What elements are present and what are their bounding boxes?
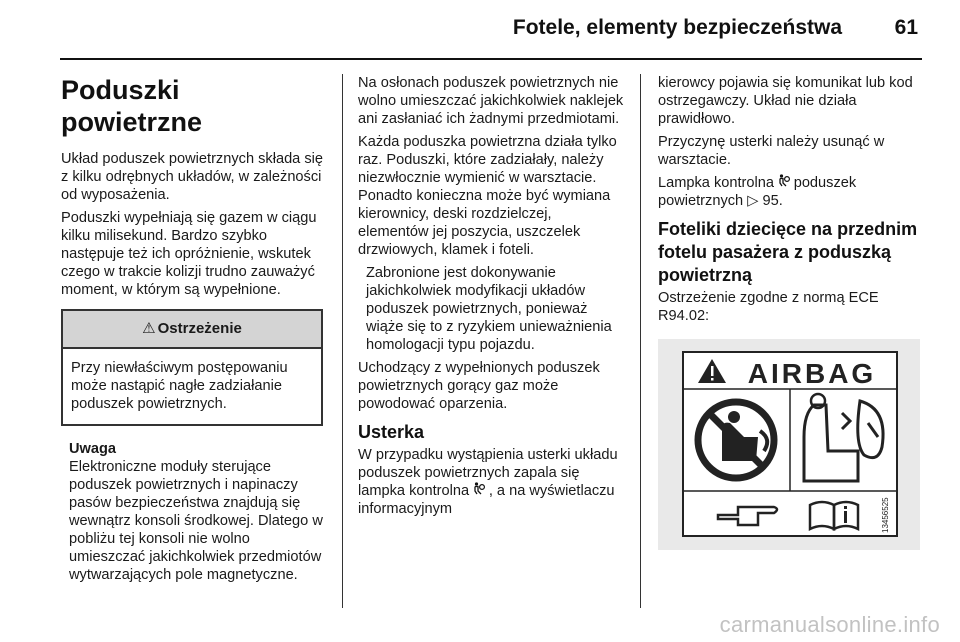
paragraph-text: W przypadku wystąpienia usterki układu poduszek powietrznych zapala się lampka kontrolna: [358, 447, 618, 499]
label-word: AIRBAG: [747, 358, 877, 389]
warning-text: Przy niewłaściwym postępowaniu może nastąpić nagłe zadziałanie poduszek powietrznych.: [71, 360, 288, 412]
paragraph: Uchodzący z wypełnionych poduszek powietrznych gorący gaz może powodować oparzenia.: [358, 360, 600, 412]
column-1: [61, 74, 327, 584]
paragraph: Każda poduszka powietrzna działa tylko raz. Poduszki, które zadziałały, należy niezwłocznie wymienić w warsztacie. Ponadto konieczna może być wymiana kierownicy, deski rozdzielczej, elementów jej poszycia, uszczelek drzwiowych, klamek i foteli.: [358, 134, 617, 258]
note-title: Uwaga: [69, 441, 117, 457]
airbag-lamp-icon: [778, 175, 794, 190]
paragraph: Ostrzeżenie zgodne z normą ECE R94.02:: [658, 290, 879, 324]
paragraph-text: , a na wyświetlaczu informacyjnym: [358, 483, 615, 517]
warning-triangle-icon: ⚠: [142, 320, 156, 337]
note-text: Elektroniczne moduły sterujące poduszek powietrznych i napinaczy pasów bezpieczeństwa znajdują się wewnątrz konsoli środkowej. Dlatego w pobliżu tej konsoli nie wolno umieszczać jakichkolwiek przedmiotów wytwarzających pole magnetyczne.: [69, 459, 323, 583]
column-2: [358, 74, 626, 523]
paragraph: Zabronione jest dokonywanie jakichkolwiek modyfikacji układów poduszek powietrznych, ponieważ wiąże się to z ryzykiem unieważnienia homologacji typu pojazdu.: [366, 265, 612, 353]
section-heading: Poduszki powietrzne: [61, 75, 203, 137]
page-reference[interactable]: 95.: [762, 193, 783, 209]
paragraph: Przyczynę usterki należy usunąć w warsztacie.: [658, 134, 885, 168]
subsection-heading-foteliki: Foteliki dziecięce na przednim fotelu pasażera z poduszką powietrzną: [658, 219, 918, 285]
column-divider-right: [640, 74, 641, 608]
watermark: carmanualsonline.info: [719, 612, 940, 637]
warning-header: [63, 311, 321, 349]
note: [61, 440, 327, 584]
column-3: [658, 74, 922, 550]
subsection-heading-usterka: Usterka: [358, 422, 425, 442]
header-title: Fotele, elementy bezpieczeństwa: [512, 16, 842, 39]
paragraph: Układ poduszek powietrznych składa się z kilku odrębnych układów, w zależności od wyposażenia.: [61, 151, 324, 203]
airbag-lamp-icon: [473, 483, 489, 498]
header-rule: [60, 58, 922, 60]
paragraph: Na osłonach poduszek powietrznych nie wolno umieszczać jakichkolwiek naklejek ani zasłaniać ich żadnymi przedmiotami.: [358, 75, 624, 127]
paragraph: [658, 174, 922, 210]
reference-arrow-icon: ▷: [747, 193, 759, 209]
airbag-warning-label-image: [658, 339, 920, 550]
paragraph: [358, 446, 626, 518]
warning-box: [61, 309, 323, 426]
paragraph-text: poduszek powietrznych: [658, 175, 857, 209]
label-code: 13456525: [881, 497, 890, 533]
page-number: 61: [894, 16, 918, 39]
airbag-label-graphic: [682, 351, 898, 537]
warning-title: Ostrzeżenie: [157, 320, 242, 337]
paragraph-text: Lampka kontrolna: [658, 175, 775, 191]
paragraph: kierowcy pojawia się komunikat lub kod ostrzegawczy. Układ nie działa prawidłowo.: [658, 75, 913, 127]
paragraph: Poduszki wypełniają się gazem w ciągu kilku milisekund. Bardzo szybko następuje też ich opróżnienie, wskutek czego w trakcie kolizji trudno zauważyć moment, w którym są wypełnione.: [61, 210, 317, 298]
column-divider-left: [342, 74, 343, 608]
